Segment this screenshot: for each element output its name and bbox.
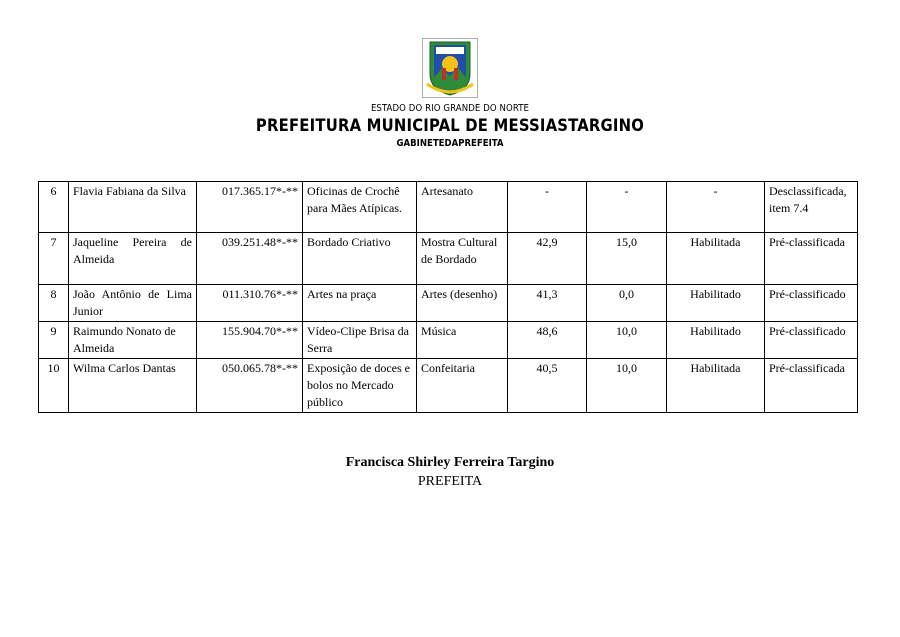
row-number: 8 xyxy=(39,285,69,322)
score: 42,9 xyxy=(508,233,587,285)
project-title: Bordado Criativo xyxy=(303,233,417,285)
score: 41,3 xyxy=(508,285,587,322)
participant-cpf: 050.065.78*-** xyxy=(197,359,303,413)
row-number: 7 xyxy=(39,233,69,285)
score: - xyxy=(508,182,587,233)
status: Habilitado xyxy=(667,285,765,322)
table-row xyxy=(39,359,858,413)
municipal-crest-logo xyxy=(422,38,478,98)
participant-name: Flavia Fabiana da Silva xyxy=(69,182,197,233)
row-number: 10 xyxy=(39,359,69,413)
project-title: Exposição de doces e bolos no Mercado público xyxy=(303,359,417,413)
row-number: 9 xyxy=(39,322,69,359)
classification: Pré-classificado xyxy=(765,285,858,322)
results-table xyxy=(38,181,858,413)
participant-cpf: 011.310.76*-** xyxy=(197,285,303,322)
category: Música xyxy=(417,322,508,359)
category: Artesanato xyxy=(417,182,508,233)
prefecture-title: PREFEITURA MUNICIPAL DE MESSIASTARGINO xyxy=(255,116,645,135)
office-subtitle: GABINETEDAPREFEITA xyxy=(396,138,504,149)
table-row xyxy=(39,233,858,285)
state-name: ESTADO DO RIO GRANDE DO NORTE xyxy=(370,103,530,114)
classification: Pré-classificado xyxy=(765,322,858,359)
category: Mostra Cultural de Bordado xyxy=(417,233,508,285)
points: 0,0 xyxy=(587,285,667,322)
category: Artes (desenho) xyxy=(417,285,508,322)
signatory-name: Francisca Shirley Ferreira Targino xyxy=(345,455,555,470)
score: 48,6 xyxy=(508,322,587,359)
status: - xyxy=(667,182,765,233)
table-row xyxy=(39,285,858,322)
project-title: Artes na praça xyxy=(303,285,417,322)
participant-cpf: 155.904.70*-** xyxy=(197,322,303,359)
crest-emblem-icon xyxy=(422,38,478,98)
classification: Pré-classificada xyxy=(765,359,858,413)
points: - xyxy=(587,182,667,233)
participant-name: Wilma Carlos Dantas xyxy=(69,359,197,413)
project-title: Vídeo-Clipe Brisa da Serra xyxy=(303,322,417,359)
table-row xyxy=(39,322,858,359)
points: 15,0 xyxy=(587,233,667,285)
project-title: Oficinas de Crochê para Mães Atípicas. xyxy=(303,182,417,233)
signatory-role: PREFEITA xyxy=(417,474,483,489)
points: 10,0 xyxy=(587,359,667,413)
points: 10,0 xyxy=(587,322,667,359)
participant-cpf: 039.251.48*-** xyxy=(197,233,303,285)
participant-name: Jaqueline Pereira de Almeida xyxy=(69,233,197,285)
classification: Desclassificada, item 7.4 xyxy=(765,182,858,233)
classification: Pré-classificada xyxy=(765,233,858,285)
score: 40,5 xyxy=(508,359,587,413)
status: Habilitada xyxy=(667,359,765,413)
row-number: 6 xyxy=(39,182,69,233)
participant-cpf: 017.365.17*-** xyxy=(197,182,303,233)
category: Confeitaria xyxy=(417,359,508,413)
participant-name: João Antônio de Lima Junior xyxy=(69,285,197,322)
table-row xyxy=(39,182,858,233)
participant-name: Raimundo Nonato de Almeida xyxy=(69,322,197,359)
status: Habilitado xyxy=(667,322,765,359)
status: Habilitada xyxy=(667,233,765,285)
